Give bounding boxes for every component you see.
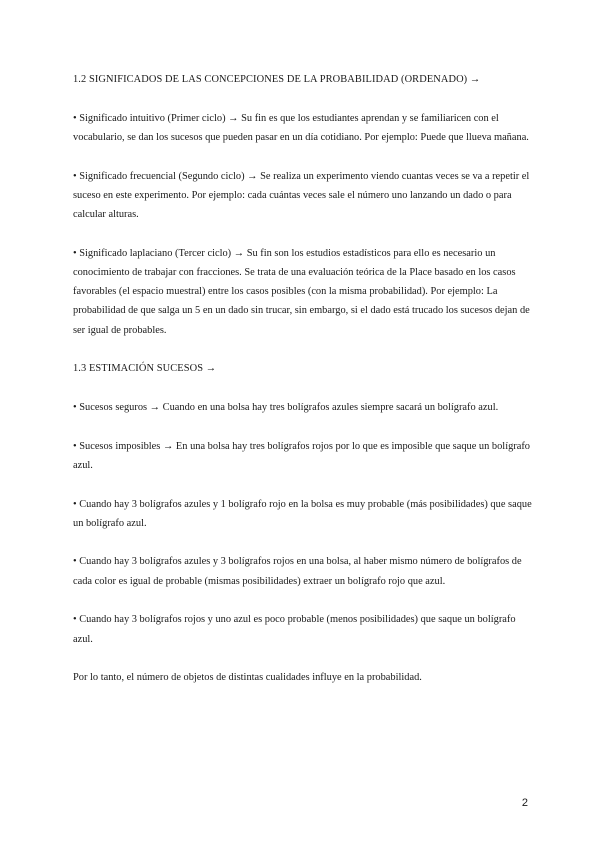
paragraph-significado-laplaciano: • Significado laplaciano (Tercer ciclo) → Su fin son los estudios estadísticos para ello es necesario un conocimiento de trabajar con fracciones. Se trata de una evaluación teórica de la Place basado en los casos favorables (el espacio muestral) entre los casos posibles (con la misma probabilidad). Por ejemplo: La probabilidad de que salga un 5 en un dado sin trucar, sin embargo, si el dado está trucado los sucesos dejan de ser igual de probables. [73, 247, 530, 336]
paragraph-sucesos-seguros: • Sucesos seguros → Cuando en una bolsa hay tres bolígrafos azules siempre sacará un bolígrafo azul. [73, 401, 499, 413]
document-page [73, 70, 533, 707]
section-heading-significados: 1.2 SIGNIFICADOS DE LAS CONCEPCIONES DE LA PROBABILIDAD (ORDENADO) → [73, 74, 481, 85]
paragraph-muy-probable: • Cuando hay 3 bolígrafos azules y 1 bolígrafo rojo en la bolsa es muy probable (más posibilidades) que saque un bolígrafo azul. [73, 498, 532, 529]
page-number: 2 [521, 797, 528, 809]
paragraph-conclusion: Por lo tanto, el número de objetos de distintas cualidades influye en la probabilidad. [73, 672, 422, 684]
paragraph-significado-frecuencial: • Significado frecuencial (Segundo ciclo) → Se realiza un experimento viendo cuantas veces se va a repetir el suceso en este experimento. Por ejemplo: cada cuántas veces sale el número uno lanzando un dado o para calcular alturas. [73, 170, 530, 221]
paragraph-igual-probable: • Cuando hay 3 bolígrafos azules y 3 bolígrafos rojos en una bolsa, al haber mismo número de bolígrafos de cada color es igual de probable (mismas posibilidades) extraer un bolígrafo rojo que azul. [73, 556, 522, 587]
paragraph-poco-probable: • Cuando hay 3 bolígrafos rojos y uno azul es poco probable (menos posibilidades) que saque un bolígrafo azul. [73, 614, 516, 645]
paragraph-significado-intuitivo: • Significado intuitivo (Primer ciclo) → Su fin es que los estudiantes aprendan y se familiaricen con el vocabulario, se dan los sucesos que pueden pasar en un día cotidiano. Por ejemplo: Puede que llueva mañana. [73, 112, 529, 143]
paragraph-sucesos-imposibles: • Sucesos imposibles → En una bolsa hay tres bolígrafos rojos por lo que es imposible que saque un bolígrafo azul. [73, 440, 531, 471]
section-heading-estimacion: 1.3 ESTIMACIÓN SUCESOS → [73, 363, 217, 375]
